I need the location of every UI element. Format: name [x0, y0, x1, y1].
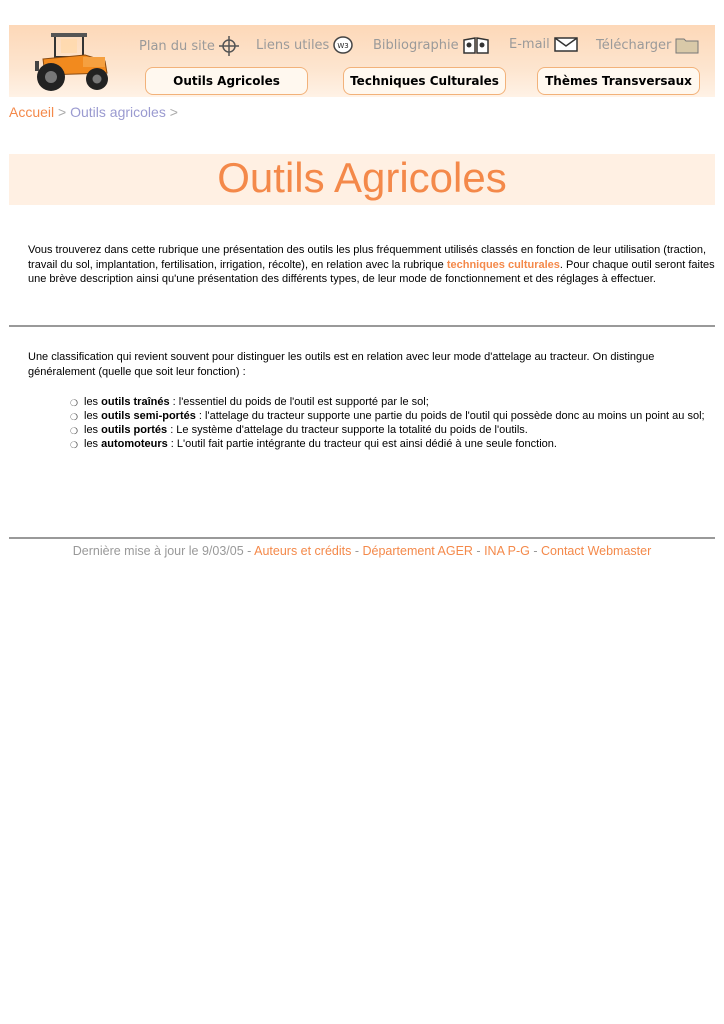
nav-liens-utiles[interactable]: Liens utiles W3 — [256, 35, 354, 55]
techniques-culturales-link[interactable]: techniques culturales — [446, 258, 560, 271]
bullet-icon: ❍ — [70, 412, 79, 422]
breadcrumb — [9, 104, 178, 120]
footer-link-contact[interactable]: Contact Webmaster — [541, 544, 652, 558]
last-updated: Dernière mise à jour le 9/03/05 — [72, 544, 244, 558]
tractor-logo[interactable] — [25, 31, 115, 93]
svg-text:W3: W3 — [337, 42, 350, 50]
section-divider — [9, 325, 715, 327]
bullet-icon: ❍ — [70, 426, 79, 436]
bullet-icon: ❍ — [70, 440, 79, 450]
nav-telecharger[interactable]: Télécharger — [596, 35, 700, 55]
footer: Dernière mise à jour le 9/03/05 - Auteurs et crédits - Département AGER - INA P-G - Contact Webmaster — [72, 544, 652, 558]
nav-email[interactable]: E-mail — [509, 35, 579, 53]
classification-paragraph: Une classification qui revient souvent pour distinguer les outils est en relation avec leur mode d'attelage au tracteur. On distingue généralement (quelle que soit leur fonction) : — [28, 351, 655, 378]
tab-techniques-culturales[interactable]: Techniques Culturales — [343, 67, 506, 95]
list-item: ❍ les outils semi-portés : l'attelage du tracteur supporte une partie du poids de l'outil qui possède donc au moins un point au sol; — [70, 410, 705, 422]
folder-icon — [674, 35, 700, 55]
footer-link-inapg[interactable]: INA P-G — [484, 544, 530, 558]
w3-icon — [332, 35, 354, 55]
tab-themes-transversaux[interactable]: Thèmes Transversaux — [537, 67, 700, 95]
list-item: ❍ les automoteurs : L'outil fait partie intégrante du tracteur qui est ainsi dédié à une seule fonction. — [70, 438, 557, 450]
bullet-icon: ❍ — [70, 398, 79, 408]
footer-divider — [9, 537, 715, 539]
envelope-icon — [553, 35, 579, 53]
attelage-list — [70, 395, 710, 451]
page-title-box — [9, 154, 715, 205]
breadcrumb-current-link[interactable]: Outils agricoles — [70, 104, 166, 120]
list-item: ❍ les outils portés : Le système d'attelage du tracteur supporte la totalité du poids de l'outils. — [70, 424, 528, 436]
tab-outils-agricoles[interactable]: Outils Agricoles — [145, 67, 308, 95]
nav-bibliographie[interactable]: Bibliographie — [373, 35, 490, 55]
list-item: ❍ les outils traînés : l'essentiel du poids de l'outil est supporté par le sol; — [70, 396, 429, 408]
intro-text-after: . Pour chaque outil seront faites une brève description ainsi qu'une présentation des différents types, de leur mode de fonctionnement et des réglages à effectuer. — [28, 258, 715, 285]
footer-link-auteurs[interactable]: Auteurs et crédits — [254, 544, 352, 558]
book-icon — [462, 35, 490, 55]
intro-paragraph — [28, 243, 718, 287]
header-banner — [9, 25, 715, 97]
page-title: Outils Agricoles — [217, 154, 507, 201]
intro-text-before: Vous trouverez dans cette rubrique une présentation des outils les plus fréquemment utilisés classés en fonction de leur utilisation (traction, travail du sol, implantation, fertilisation, irrigation, récolte), en relation avec la rubrique — [28, 244, 707, 271]
breadcrumb-separator: > — [58, 104, 67, 120]
nav-plan-du-site[interactable]: Plan du site — [139, 35, 240, 57]
breadcrumb-home-link[interactable]: Accueil — [9, 104, 55, 120]
breadcrumb-trailing-separator: > — [169, 104, 178, 120]
crosshair-icon — [218, 35, 240, 57]
footer-link-departement[interactable]: Département AGER — [362, 544, 473, 558]
